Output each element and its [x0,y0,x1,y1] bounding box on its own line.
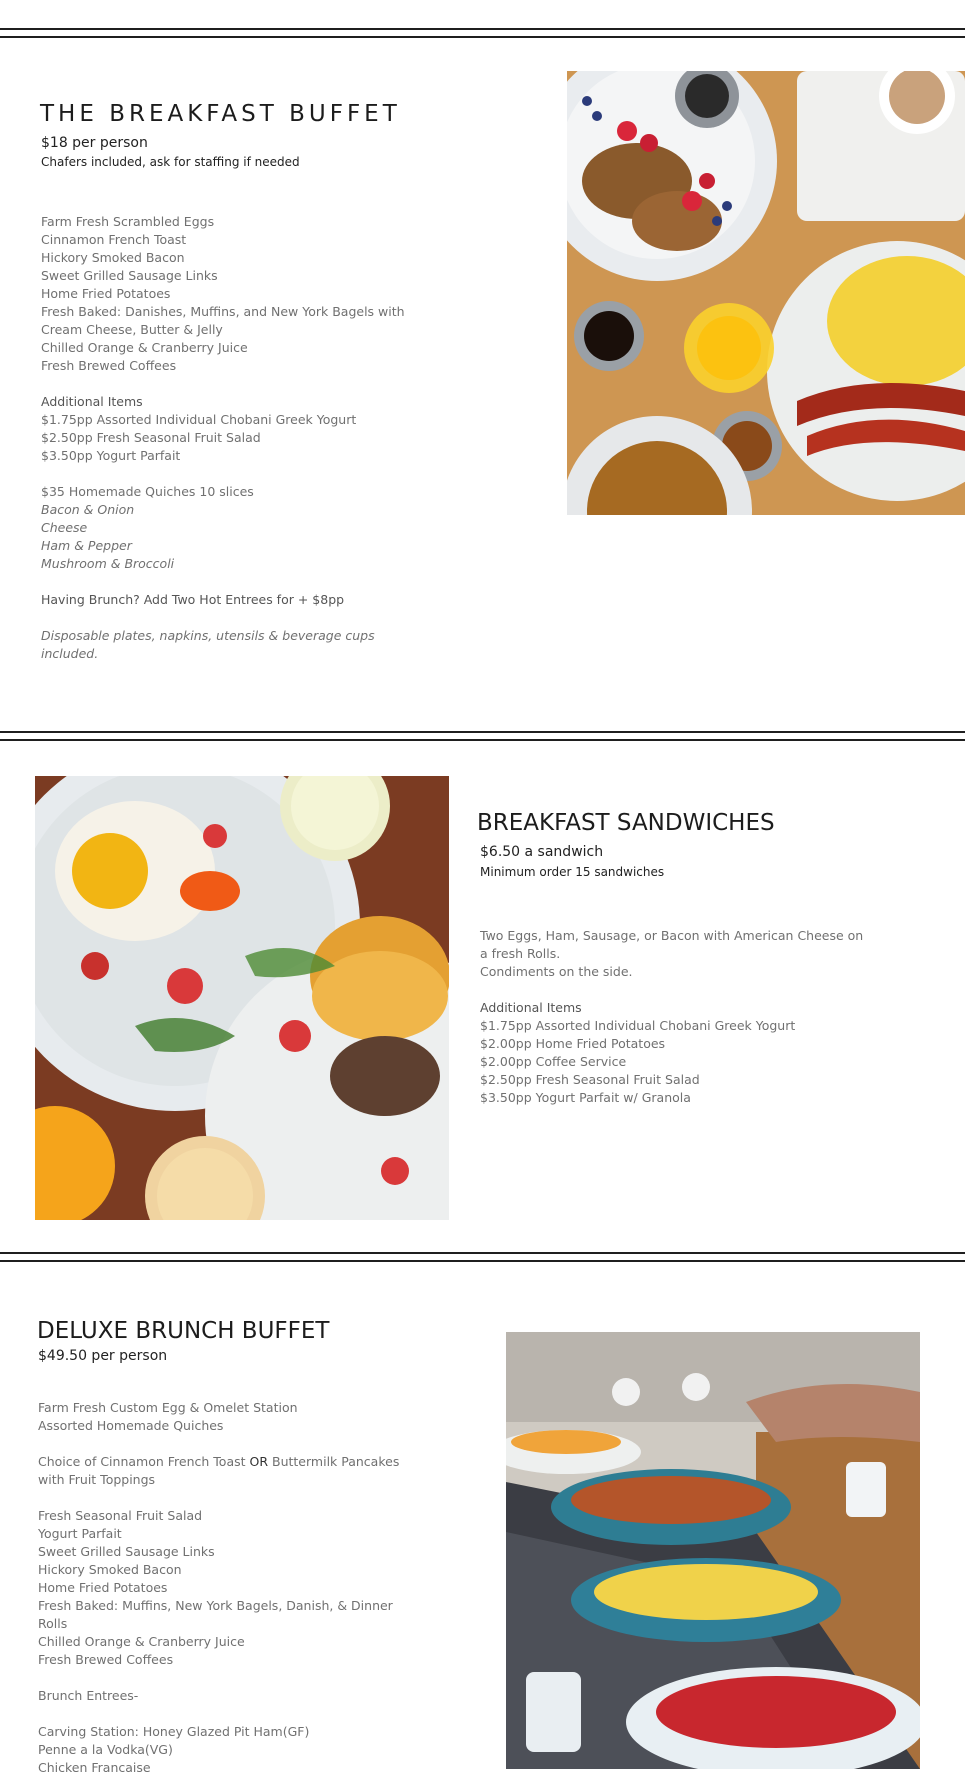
quiche-line: $35 Homemade Quiches 10 slices [41,484,254,499]
additional-item: $2.50pp Fresh Seasonal Fruit Salad [480,1072,700,1087]
menu-item: Assorted Homemade Quiches [38,1418,224,1433]
disposable-note: included. [41,646,99,661]
section-title: DELUXE BRUNCH BUFFET [37,1318,330,1344]
menu-item: Hickory Smoked Bacon [38,1562,182,1577]
divider [0,731,965,733]
additional-item: $2.00pp Coffee Service [480,1054,627,1069]
divider [0,36,965,38]
menu-item: Rolls [38,1616,68,1631]
divider [0,28,965,30]
menu-list [41,213,405,663]
note: Minimum order 15 sandwiches [480,865,665,879]
additional-heading: Additional Items [41,394,143,409]
menu-item: Sweet Grilled Sausage Links [41,268,218,283]
brunch-buffet-photo [506,1332,920,1769]
menu-item: Fresh Brewed Coffees [41,358,177,373]
menu-item: Farm Fresh Custom Egg & Omelet Station [38,1400,298,1415]
menu-item: Yogurt Parfait [38,1526,122,1541]
menu-item: Hickory Smoked Bacon [41,250,185,265]
menu-item: Fresh Baked: Muffins, New York Bagels, Danish, & Dinner [38,1598,393,1613]
menu-item: Cream Cheese, Butter & Jelly [41,322,223,337]
menu-item: Fresh Seasonal Fruit Salad [38,1508,203,1523]
menu-item: Two Eggs, Ham, Sausage, or Bacon with American Cheese on [480,928,864,943]
menu-item: a fresh Rolls. [480,946,561,961]
menu-item: with Fruit Toppings [38,1472,156,1487]
section-title: BREAKFAST SANDWICHES [477,810,775,836]
menu-item: Home Fried Potatoes [38,1580,168,1595]
menu-list [38,1399,399,1777]
quiche-flavor: Cheese [41,520,88,535]
brunch-note: Having Brunch? Add Two Hot Entrees for + $8pp [41,592,345,607]
entree-item: Penne a la Vodka(VG) [38,1742,173,1757]
quiche-flavor: Bacon & Onion [41,502,135,517]
menu-item: Chilled Orange & Cranberry Juice [38,1634,245,1649]
divider [0,739,965,741]
menu-item: Condiments on the side. [480,964,633,979]
section-title: THE BREAKFAST BUFFET [40,101,401,127]
divider [0,1260,965,1262]
additional-item: $2.50pp Fresh Seasonal Fruit Salad [41,430,261,445]
menu-item: Fresh Baked: Danishes, Muffins, and New York Bagels with [41,304,405,319]
price: $49.50 per person [38,1348,168,1364]
price: $18 per person [41,135,148,151]
entrees-heading: Brunch Entrees- [38,1688,139,1703]
quiche-flavor: Mushroom & Broccoli [41,556,175,571]
additional-item: $1.75pp Assorted Individual Chobani Greek Yogurt [480,1018,796,1033]
menu-item: Chilled Orange & Cranberry Juice [41,340,248,355]
additional-item: $3.50pp Yogurt Parfait [41,448,181,463]
menu-item: Fresh Brewed Coffees [38,1652,174,1667]
price: $6.50 a sandwich [480,844,604,860]
additional-heading: Additional Items [480,1000,582,1015]
menu-list [480,927,863,1107]
breakfast-sandwiches-photo [35,776,449,1220]
menu-item: Farm Fresh Scrambled Eggs [41,214,215,229]
entree-item: Chicken Francaise [38,1760,151,1775]
disposable-note: Disposable plates, napkins, utensils & beverage cups [41,628,375,643]
menu-item: Home Fried Potatoes [41,286,171,301]
additional-item: $3.50pp Yogurt Parfait w/ Granola [480,1090,691,1105]
entree-item: Carving Station: Honey Glazed Pit Ham(GF) [38,1724,310,1739]
breakfast-buffet-photo [567,71,965,515]
menu-item: Sweet Grilled Sausage Links [38,1544,215,1559]
choice-line: Choice of Cinnamon French Toast OR Buttermilk Pancakes [38,1454,400,1469]
note: Chafers included, ask for staffing if needed [41,155,300,169]
quiche-flavor: Ham & Pepper [41,538,132,553]
additional-item: $2.00pp Home Fried Potatoes [480,1036,666,1051]
menu-item: Cinnamon French Toast [41,232,187,247]
additional-item: $1.75pp Assorted Individual Chobani Greek Yogurt [41,412,357,427]
divider [0,1252,965,1254]
